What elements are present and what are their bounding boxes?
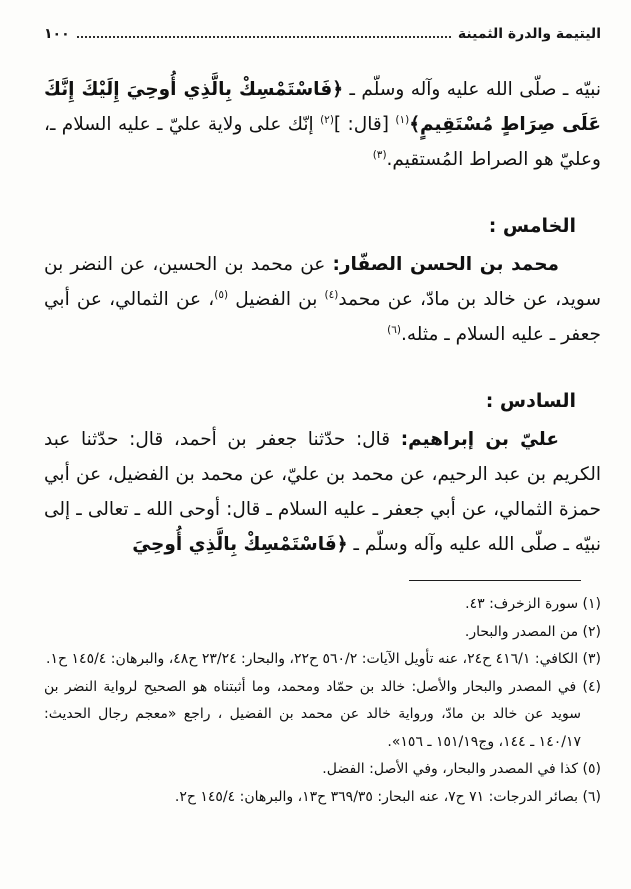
footnotes-area bbox=[44, 580, 601, 811]
text-segment: ، عن الثمالي، عن أبي جعفر ـ عليه السلام ـ مثله. bbox=[44, 289, 601, 345]
section-title-fifth: الخامس : bbox=[488, 215, 576, 237]
paragraph-intro bbox=[44, 72, 601, 177]
text-segment: [قال: ] bbox=[333, 114, 396, 135]
paragraph-fifth bbox=[44, 247, 601, 352]
dot-leader bbox=[77, 36, 451, 38]
footnote-ref-1: (١) bbox=[395, 113, 410, 126]
footnote-4: (٤) في المصدر والبحار والأصل: خالد بن حمّاد ومحمد، وما أثبتناه هو الصحيح لرواية النضر بن سويد عن خالد بن مادّ، ورواية خالد عن محمد بن الفضيل ، راجع «معجم رجال الحديث: ١٤٠/١٧ ـ ١٤٤، وج١٥١/١٩ ـ ١٥٦». bbox=[44, 678, 601, 750]
footnote-ref-4: (٤) bbox=[324, 288, 339, 301]
footnote-ref-2: (٢) bbox=[320, 113, 334, 126]
running-head bbox=[44, 26, 601, 42]
narrator-name: محمد بن الحسن الصفّار: bbox=[332, 254, 559, 275]
page-number: ١٠٠ bbox=[44, 26, 70, 42]
text-segment: قال: حدّثنا جعفر بن أحمد، قال: حدّثنا عبد الكريم بن عبد الرحيم، عن محمد بن عليّ، عن محمد بن الفضيل، عن أبي حمزة الثمالي، عن أبي جعفر ـ عليه السلام ـ قال: أوحى الله ـ تعالى ـ إلى نبيّه ـ صلّى الله عليه وآله وسلّم ـ bbox=[44, 429, 601, 555]
text-segment: إنّك على ولاية عليّ ـ عليه السلام ـ، وعليّ هو الصراط المُستقيم. bbox=[44, 114, 601, 170]
footnote-3: (٣) الكافي: ٤١٦/١ ح٢٤، عنه تأويل الآيات: ٥٦٠/٢ ح٢٢، والبحار: ٢٣/٢٤ ح٤٨، والبرهان: ١٤٥/٤ ح١. bbox=[46, 651, 601, 667]
footnote-ref-6: (٦) bbox=[387, 323, 401, 336]
section-title-sixth: السادس : bbox=[485, 390, 576, 412]
text-segment: نبيّه ـ صلّى الله عليه وآله وسلّم ـ bbox=[343, 79, 601, 100]
quran-verse: ﴿فَاسْتَمْسِكْ بِالَّذِي أُوحِيَ bbox=[132, 534, 348, 555]
footnote-5: (٥) كذا في المصدر والبحار، وفي الأصل: الفضل. bbox=[322, 761, 601, 777]
narrator-name: عليّ بن إبراهيم: bbox=[400, 429, 559, 450]
paragraph-sixth bbox=[44, 422, 601, 562]
footnote-1: (١) سورة الزخرف: ٤٣. bbox=[465, 596, 601, 612]
running-title: اليتيمة والدرة الثمينة bbox=[457, 26, 601, 42]
footnotes-list bbox=[44, 591, 601, 811]
footnote-2: (٢) من المصدر والبحار. bbox=[464, 623, 601, 640]
text-segment: عن محمد بن الحسين، عن النضر بن سويد، عن خالد بن مادّ، عن محمد bbox=[44, 254, 601, 310]
page-body bbox=[44, 72, 601, 562]
footnote-6: (٦) بصائر الدرجات: ٧١ ح٧، عنه البحار: ٣٦٩/٣٥ ح١٣، والبرهان: ١٤٥/٤ ح٢. bbox=[174, 788, 601, 805]
footnote-ref-5: (٥) bbox=[214, 288, 229, 301]
footnote-ref-3: (٣) bbox=[372, 148, 387, 161]
footnote-separator bbox=[409, 580, 581, 581]
text-segment: بن الفضيل bbox=[228, 289, 325, 310]
quran-verse: ﴿فَاسْتَمْسِكْ بِالَّذِي أُوحِيَ إِلَيْكَ إِنَّكَ عَلَى صِرَاطٍ مُسْتَقِيمٍ﴾ bbox=[44, 79, 602, 135]
